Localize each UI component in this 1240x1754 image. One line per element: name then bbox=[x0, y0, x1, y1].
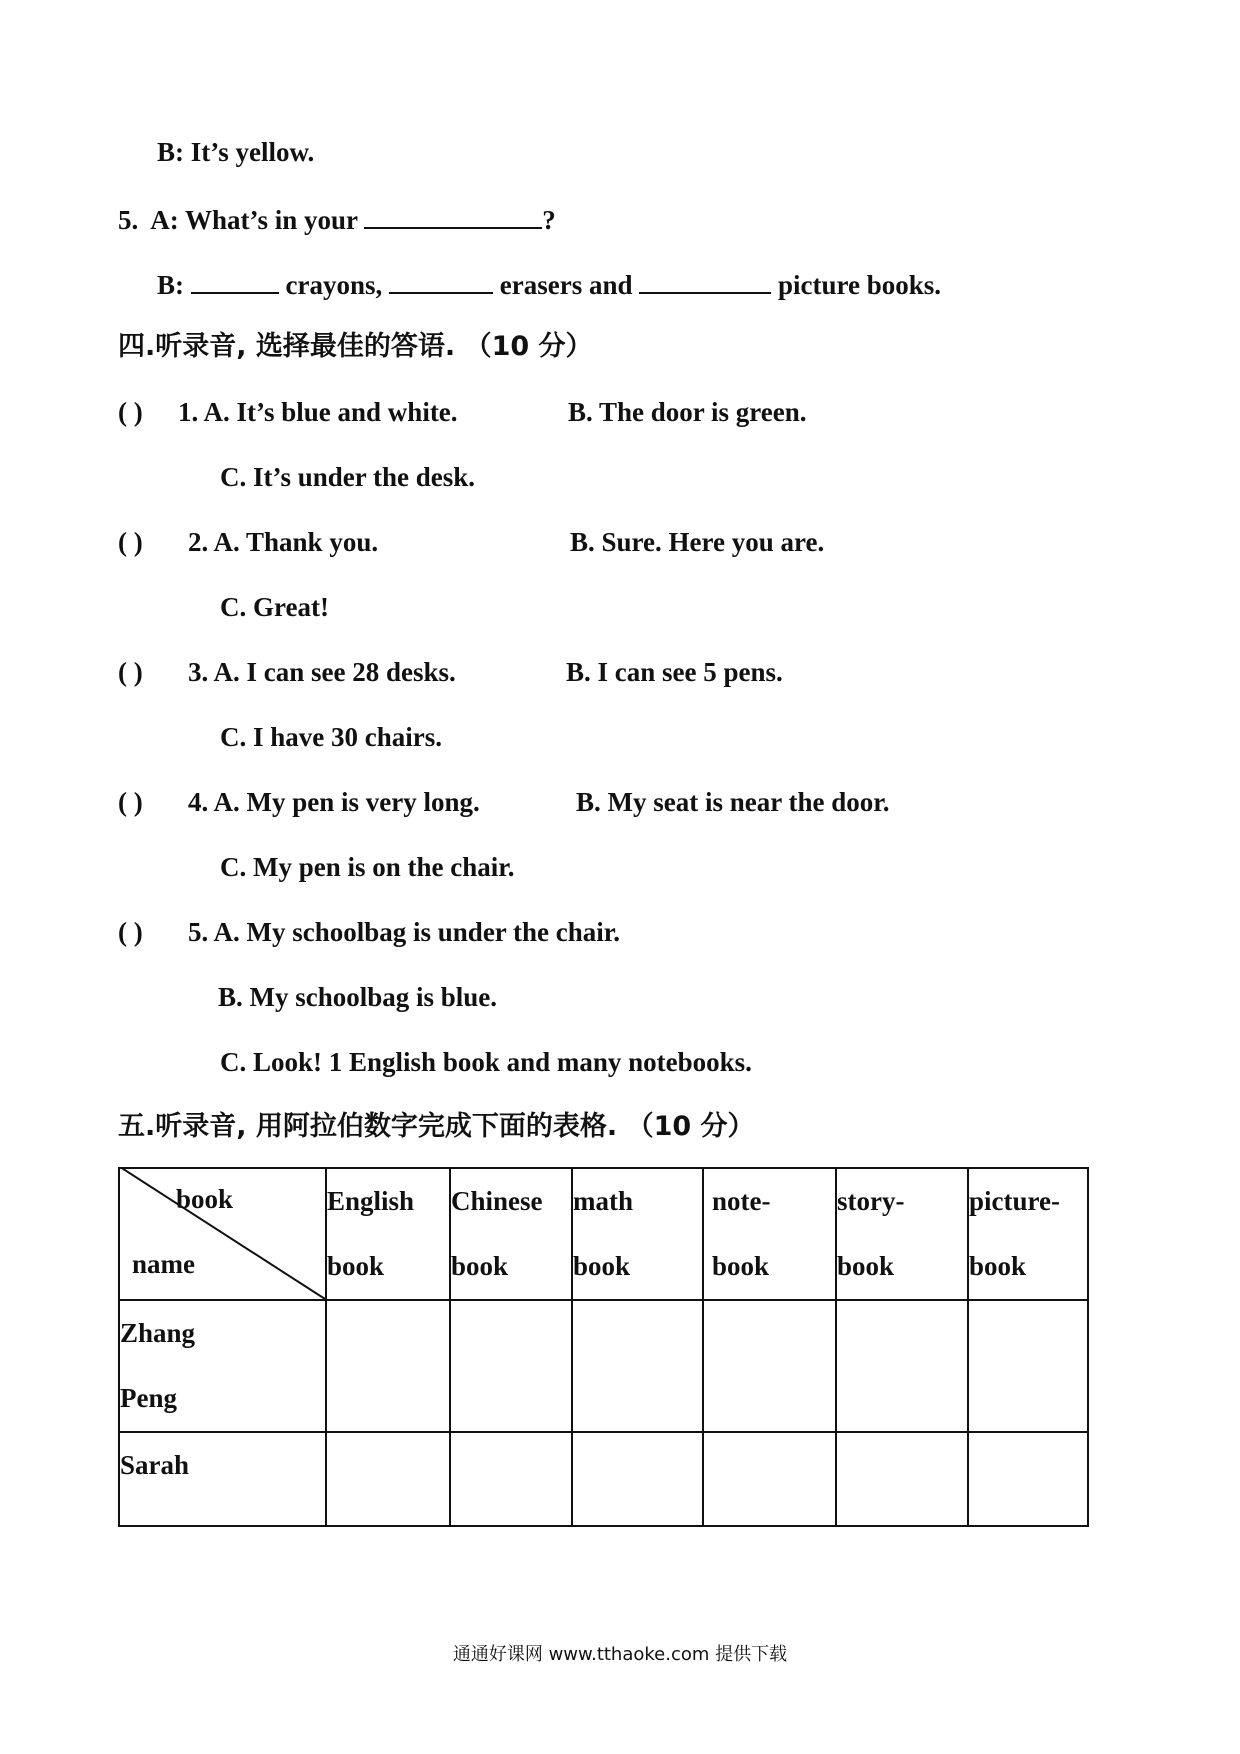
column-header-line2: book bbox=[327, 1251, 385, 1281]
column-header bbox=[703, 1168, 836, 1300]
column-header-line2: book bbox=[712, 1251, 770, 1281]
answer-cell[interactable] bbox=[836, 1300, 968, 1432]
q3-option-a: 3. A. I can see 28 desks. bbox=[188, 657, 456, 687]
answer-cell[interactable] bbox=[450, 1432, 572, 1526]
answer-blank[interactable] bbox=[364, 201, 542, 229]
row-name-cell bbox=[119, 1300, 326, 1432]
column-header bbox=[968, 1168, 1088, 1300]
row-name-cell bbox=[119, 1432, 326, 1526]
answer-cell[interactable] bbox=[572, 1300, 703, 1432]
column-header-line1: Chinese bbox=[451, 1186, 543, 1216]
q5-option-a: 5. A. My schoolbag is under the chair. bbox=[188, 917, 621, 947]
answer-cell[interactable] bbox=[968, 1300, 1088, 1432]
q1-option-b: B. The door is green. bbox=[568, 397, 807, 427]
column-header-line1: English bbox=[327, 1186, 415, 1216]
b5-part2: erasers and bbox=[499, 270, 633, 300]
column-header-line2: book bbox=[837, 1251, 895, 1281]
answer-blank[interactable] bbox=[389, 266, 493, 294]
answer-paren[interactable]: ( ) bbox=[118, 917, 143, 947]
q2-option-a: 2. A. Thank you. bbox=[188, 527, 379, 557]
column-header-line2: book bbox=[573, 1251, 631, 1281]
column-header bbox=[572, 1168, 703, 1300]
b5-start: B: bbox=[157, 270, 184, 300]
table-row bbox=[119, 1432, 1088, 1526]
b5-part3: picture books. bbox=[777, 270, 942, 300]
q5-prefix: 5. A: What’s in your bbox=[118, 205, 358, 235]
column-header bbox=[450, 1168, 572, 1300]
row-name-line1: Sarah bbox=[120, 1450, 190, 1480]
q4-option-b: B. My seat is near the door. bbox=[576, 787, 890, 817]
column-header-line2: book bbox=[969, 1251, 1027, 1281]
q1-option-c: C. It’s under the desk. bbox=[220, 462, 476, 492]
b5-part1: crayons, bbox=[285, 270, 383, 300]
dialogue-q5-line bbox=[118, 201, 556, 236]
answer-blank[interactable] bbox=[191, 266, 279, 294]
footer-credit: 通通好课网 www.tthaoke.com 提供下载 bbox=[452, 1644, 788, 1665]
answer-paren[interactable]: ( ) bbox=[118, 787, 143, 817]
dialogue-b4-reply: B: It’s yellow. bbox=[157, 137, 315, 167]
q4-option-c: C. My pen is on the chair. bbox=[220, 852, 515, 882]
answer-cell[interactable] bbox=[572, 1432, 703, 1526]
q3-option-c: C. I have 30 chairs. bbox=[220, 722, 442, 752]
table-row bbox=[119, 1300, 1088, 1432]
answer-paren[interactable]: ( ) bbox=[118, 397, 143, 427]
answer-cell[interactable] bbox=[836, 1432, 968, 1526]
row-name-line2: Peng bbox=[120, 1383, 177, 1413]
answer-cell[interactable] bbox=[703, 1432, 836, 1526]
q4-option-a: 4. A. My pen is very long. bbox=[188, 787, 480, 817]
q2-option-c: C. Great! bbox=[220, 592, 329, 622]
column-header-line1: note- bbox=[712, 1186, 771, 1216]
answer-blank[interactable] bbox=[639, 266, 771, 294]
row-name-line1: Zhang bbox=[120, 1318, 196, 1348]
q5-option-c: C. Look! 1 English book and many notebooks. bbox=[220, 1047, 752, 1077]
column-header-line2: book bbox=[451, 1251, 509, 1281]
column-header bbox=[326, 1168, 450, 1300]
column-header-line1: math bbox=[573, 1186, 633, 1216]
answer-paren[interactable]: ( ) bbox=[118, 657, 143, 687]
section4-heading: 四.听录音, 选择最佳的答语. （10 分） bbox=[118, 331, 593, 362]
answer-cell[interactable] bbox=[703, 1300, 836, 1432]
column-header bbox=[836, 1168, 968, 1300]
book-count-table bbox=[118, 1167, 1089, 1527]
answer-cell[interactable] bbox=[326, 1300, 450, 1432]
answer-cell[interactable] bbox=[326, 1432, 450, 1526]
answer-cell[interactable] bbox=[968, 1432, 1088, 1526]
dialogue-b5-line bbox=[157, 266, 941, 301]
q1-option-a: 1. A. It’s blue and white. bbox=[178, 397, 458, 427]
section5-heading: 五.听录音, 用阿拉伯数字完成下面的表格. （10 分） bbox=[118, 1111, 755, 1142]
q5-option-b: B. My schoolbag is blue. bbox=[218, 982, 498, 1012]
table-corner-cell bbox=[119, 1168, 326, 1300]
q2-option-b: B. Sure. Here you are. bbox=[570, 527, 825, 557]
corner-top-label: book bbox=[176, 1184, 234, 1214]
q3-option-b: B. I can see 5 pens. bbox=[566, 657, 783, 687]
answer-cell[interactable] bbox=[450, 1300, 572, 1432]
column-header-line1: picture- bbox=[969, 1186, 1060, 1216]
table-header-row bbox=[119, 1168, 1088, 1300]
column-header-line1: story- bbox=[837, 1186, 905, 1216]
q5-suffix: ? bbox=[542, 205, 556, 235]
corner-bottom-label: name bbox=[132, 1249, 195, 1279]
answer-paren[interactable]: ( ) bbox=[118, 527, 143, 557]
